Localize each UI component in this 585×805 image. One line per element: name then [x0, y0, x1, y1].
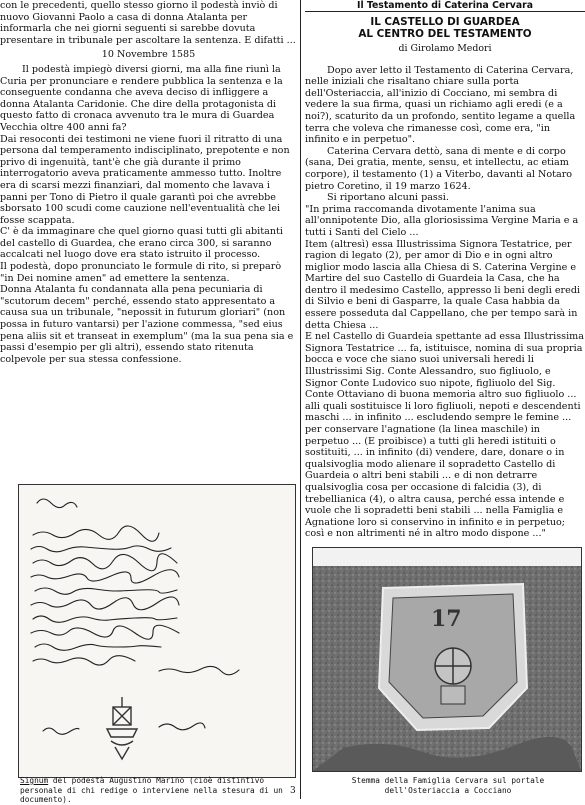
right-paragraph-4: "In prima raccomanda divotamente l'anima sua all'onnipotente Dio, alla gloriosissima Vergine Maria e a tutti i Santi del Cielo ... [305, 203, 579, 238]
left-paragraph-1: con le precedenti, quello stesso giorno il podestà inviò di nuovo Giovanni Paolo a casa di donna Atalanta per informarla che nei giorni seguenti si sarebbe dovuta presentare in tribunale per ascoltare la sentenza. E difatti ... [0, 0, 296, 46]
left-paragraph-4: C' è da immaginare che quel giorno quasi tutti gli abitanti del castello di Guardea, che erano circa 300, si saranno accalcati nel luogo dove era stato istruito il processo. [0, 226, 283, 261]
right-paragraph-1: Dopo aver letto il Testamento di Caterina Cervara, nelle iniziali che risaltano chiare sulla porta dell'Osteriaccia, all'inizio di Cocciano, mi sembra di vedere la sua firma, quasi un richiamo agli eredi (e a noi?), scaturito da un profondo, sentito legame a quella terra che voleva che rimanesse così, come era, "in infinito e in perpetuo". [305, 64, 576, 146]
manuscript-caption [20, 776, 292, 805]
left-column [0, 0, 297, 365]
left-paragraph-3: Dai resoconti dei testimoni ne viene fuori il ritratto di una persona dal temperamento indisciplinato, prepotente e non privo di ingenuità, tant'è che già durante il primo interrogatorio aveva praticamente ammesso tutto. Inoltre era di scarsi mezzi finanziari, dal momento che lavava i panni per Tono di Pietro il quale garantì poi che avrebbe sborsato 100 scudi come cauzione nell'eventualità che lei fosse scappata. [0, 133, 290, 226]
left-paragraph-5: Il podestà, dopo pronunciato le formule di rito, si preparò "in Dei nomine amen" ad emettere la sentenza. [0, 261, 282, 284]
article-title-line-1: IL CASTELLO DI GUARDEA [370, 16, 520, 28]
column-divider [300, 0, 301, 799]
right-paragraph-6: E nel Castello di Guardeia spettante ad essa Illustrissima Signora Testatrice ... fa, istituisce, nomina di sua propria bocca e voce che siano suoi universali heredi li Illustrissimi Sig. Conte Alessandro, suo figliuolo, e Signor Conte Ludovico suo nipote, figliuolo del Sig. Conte Ottaviano di buona memoria altro suo figliuolo ... alli quali sostituisce li loro figliuoli, nepoti e descendenti maschi ... in infinito ... escludendo sempre le femine ... per conservare l'agnatione (la linea maschile) in perpetuo ... (E proibisce) a tutti gli heredi istituiti o sostituiti, ... in infinito (di) vendere, dare, donare o in qualsivoglia modo alienare il sopradetto Castello di Guardeia o altri beni stabili ... e di non detrarre qualsivoglia cosa per occasione di falcidia (3), di trebellianica (4), o altra causa, perché essa intende e vuole che li sopradetti beni stabili ... nella Famiglia e Agnatione loro si conservino in infinito e in perpetuo; così e non altrimenti né in altro modo dispone ..." [305, 331, 584, 540]
stone-plaque-graphic [313, 548, 581, 771]
left-paragraph-6: Donna Atalanta fu condannata alla pena pecuniaria di "scutorum decem" perché, essendo stato appresentato a causa sua un tribunale, "nepossit in futurum gloriari" (non possa in futuro vantarsi) per l'azione commessa, "sed eius pena aliis sit et transeat in exemplum" (ma la sua pena sia e passi d'esempio per gli altri), essendo stato ritenuta colpevole per sua stessa confessione. [0, 284, 294, 365]
caption-signum-text: del podestà Augustino Marino (cioè distintivo personale di chi redige o interviene nella stesura di un documento). [20, 776, 283, 805]
article-byline: di Girolamo Medori [398, 43, 492, 54]
caption-signum-word: Signum [20, 776, 49, 785]
right-paragraph-3: Si riportano alcuni passi. [327, 192, 449, 204]
page-number: 3 [290, 786, 296, 796]
coat-of-arms-photo [312, 547, 582, 772]
right-column [305, 0, 585, 540]
manuscript-handwriting-graphic [19, 485, 295, 777]
article-title-line-2: AL CENTRO DEL TESTAMENTO [358, 28, 532, 40]
right-paragraph-2: Caterina Cervara dettò, sana di mente e di corpo (sana, Dei gratia, mente, sensu, et intellectu, ac etiam corpore), il testamento (1) a Viterbo, davanti al Notaro pietro Coretino, il 19 marzo 1624. [305, 145, 573, 192]
section-date: 10 Novembre 1585 [101, 49, 196, 61]
left-paragraph-2: Il podestà impiegò diversi giorni, ma alla fine riunì la Curia per pronunciare e rendere pubblica la sentenza e la conseguente condanna che aveva deciso di infliggere a donna Atalanta Caridonie. Che dire della protagonista di questo fatto di cronaca avvenuto tra le mura di Guardea Vecchia oltre 400 anni fa? [0, 63, 283, 133]
section-rule [305, 11, 585, 12]
plaque-number: 17 [431, 606, 462, 632]
section-title: Il Testamento di Caterina Cervara [357, 0, 533, 11]
manuscript-signum-image [18, 484, 296, 778]
right-paragraph-5: Item (altresì) essa Illustrissima Signora Testatrice, per ragion di legato (2), per amor di Dio e in ogni altro miglior modo lascia alla Chiesa di S. Caterina Vergine e Martire del suo Castello di Guardeia la Casa, che ha dentro il medesimo Castello, appresso li beni degli eredi di Silvio e beni di Gasparre, la quale Casa habbia da essere posseduta dal Cappellano, che per tempo sarà in detta Chiesa ... [305, 238, 581, 331]
coat-of-arms-caption: Stemma della Famiglia Cervara sul portale dell'Osteriaccia a Cocciano [351, 776, 545, 795]
